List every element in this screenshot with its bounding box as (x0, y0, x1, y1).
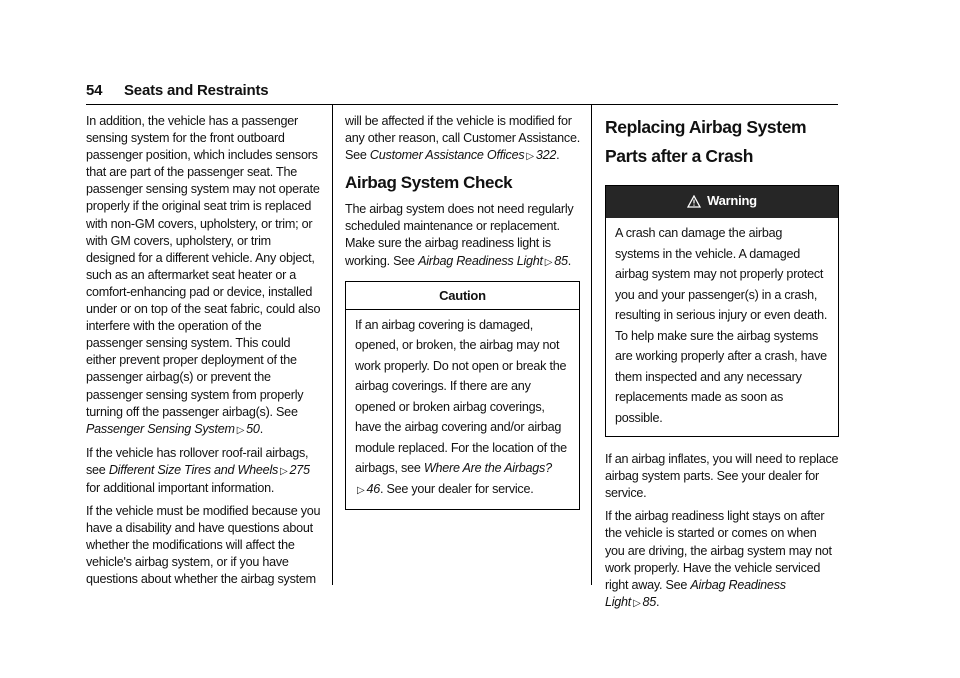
link-airbag-readiness-light[interactable]: Airbag Readiness Light (605, 577, 786, 609)
page-reference-arrow-icon: ▷ (236, 424, 245, 436)
paragraph-airbag-inflates: If an airbag inflates, you will need to replace airbag system parts. See your dealer for service. (605, 452, 839, 501)
caution-body (346, 310, 579, 502)
paragraph-text: for additional important information. (86, 480, 275, 495)
paragraph-text: In addition, the vehicle has a passenger sensing system for the front outboard passenger position, which includes sensors that are part of the passenger seat. The passenger sensing system may not operate properly if the original seat trim is replaced with non-GM covers, upholstery, or trim; or with GM covers, upholstery, or trim designed for a different vehicle. Any object, such as an aftermarket seat heater or a comfort-enhancing pad or device, installed under or on top of the seat fabric, could also interfere with the operation of the passenger sensing system. This could either prevent proper deployment of the passenger airbag(s) or prevent the passenger sensing system from properly turning off the passenger airbag(s). See (86, 114, 321, 419)
page-reference-arrow-icon: ▷ (544, 256, 553, 268)
page-ref-number[interactable]: 50 (246, 421, 260, 436)
page-ref-number[interactable]: 85 (642, 594, 657, 609)
caution-text: . See your dealer for service. (379, 481, 534, 496)
link-airbag-readiness-light[interactable]: Airbag Readiness Light (418, 253, 543, 268)
warning-triangle-icon (687, 195, 701, 212)
column-divider-2 (591, 105, 592, 585)
link-passenger-sensing-system[interactable]: Passenger Sensing System (86, 421, 235, 436)
page-reference-arrow-icon: ▷ (526, 151, 534, 163)
paragraph-rollover (86, 445, 321, 497)
page-ref-number[interactable]: 322 (535, 148, 557, 163)
heading-replacing-airbag-parts: Replacing Airbag System Parts after a Crash (605, 117, 807, 166)
column-2 (345, 113, 580, 524)
caution-title: Caution (346, 282, 579, 310)
link-different-size-tires[interactable]: Different Size Tires and Wheels (108, 462, 279, 477)
link-where-are-the-airbags[interactable]: Where Are the Airbags? (423, 461, 552, 476)
header-rule (86, 104, 838, 105)
link-customer-assistance-offices[interactable]: Customer Assistance Offices (369, 148, 525, 163)
section-title: Seats and Restraints (124, 82, 269, 99)
page-ref-number[interactable]: 85 (554, 253, 568, 268)
warning-body: A crash can damage the airbag systems in the vehicle. A damaged airbag system may not properly protect you and your passenger(s) in a crash, resulting in serious injury or even death. To help make sure the airbag systems are working properly after a crash, have them inspected and any necessary replacements made as soon as possible. (615, 226, 828, 425)
heading-airbag-system-check: Airbag System Check (345, 173, 513, 193)
paragraph-readiness-light: If the airbag readiness light stays on after the vehicle is started or comes on when you are driving, the airbag system may not work properly. Have the vehicle serviced right away. See Airbag Readiness Light ▷ 85. (605, 509, 832, 609)
paragraph-text: If the vehicle has rollover roof-rail airbags, see (86, 445, 309, 477)
paragraph-text: will be affected if the vehicle is modified for any other reason, call Customer Assistance. See (345, 114, 580, 163)
column-divider-1 (332, 105, 333, 585)
page-number: 54 (86, 82, 103, 99)
page-ref-number[interactable]: 46 (366, 481, 380, 496)
paragraph-modification: If the vehicle must be modified because you have a disability and have questions about whether the modifications will affect the vehicle's airbag system, or if you have questions about whether the airbag system (86, 504, 321, 587)
paragraph-text: The airbag system does not need regularly scheduled maintenance or replacement. Make sure the airbag readiness light is working. See (345, 202, 574, 268)
warning-box (605, 185, 839, 437)
page-ref-number[interactable]: 275 (289, 462, 310, 477)
paragraph-system-check: The airbag system does not need regularly scheduled maintenance or replacement. Make sure the airbag readiness light is working. See Airbag Readiness Light ▷ 85. (345, 202, 574, 268)
caution-box (345, 281, 580, 511)
paragraph-continued: will be affected if the vehicle is modified for any other reason, call Customer Assistance. See Customer Assistance Offices ▷ 322. (345, 114, 580, 163)
paragraph-text: If the airbag readiness light stays on after the vehicle is started or comes on when you are driving, the airbag system may not work properly. Have the vehicle serviced right away. See (605, 509, 832, 592)
paragraph-passenger-sensing: In addition, the vehicle has a passenger sensing system for the front outboard passenger position, which includes sensors that are part of the passenger seat. The passenger sensing system may not operate properly if the original seat trim is replaced with non-GM covers, upholstery, or trim; or with GM covers, upholstery, or trim designed for a different vehicle. Any object, such as an aftermarket seat heater or a comfort-enhancing pad or device, installed under or on top of the seat fabric, could also interfere with the operation of the passenger sensing system. This could either prevent proper deployment of the passenger airbag(s) or prevent the passenger sensing system from properly turning off the passenger airbag(s). See Passenger Sensing System ▷ 50. (86, 114, 321, 436)
page-header (86, 82, 838, 106)
page-reference-arrow-icon: ▷ (633, 597, 641, 609)
page-reference-arrow-icon: ▷ (280, 465, 288, 477)
column-3 (605, 113, 839, 618)
caution-text: If an airbag covering is damaged, opened, or broken, the airbag may not work properly. Do not open or break the airbag coverings. If there are any opened or broken airbag coverings, have the airbag covering and/or airbag module replaced. For the location of the airbags, see (355, 317, 567, 476)
page-reference-arrow-icon: ▷ (357, 484, 365, 496)
warning-title-bar (606, 186, 838, 218)
warning-title: Warning (707, 193, 757, 208)
column-1 (86, 113, 321, 595)
